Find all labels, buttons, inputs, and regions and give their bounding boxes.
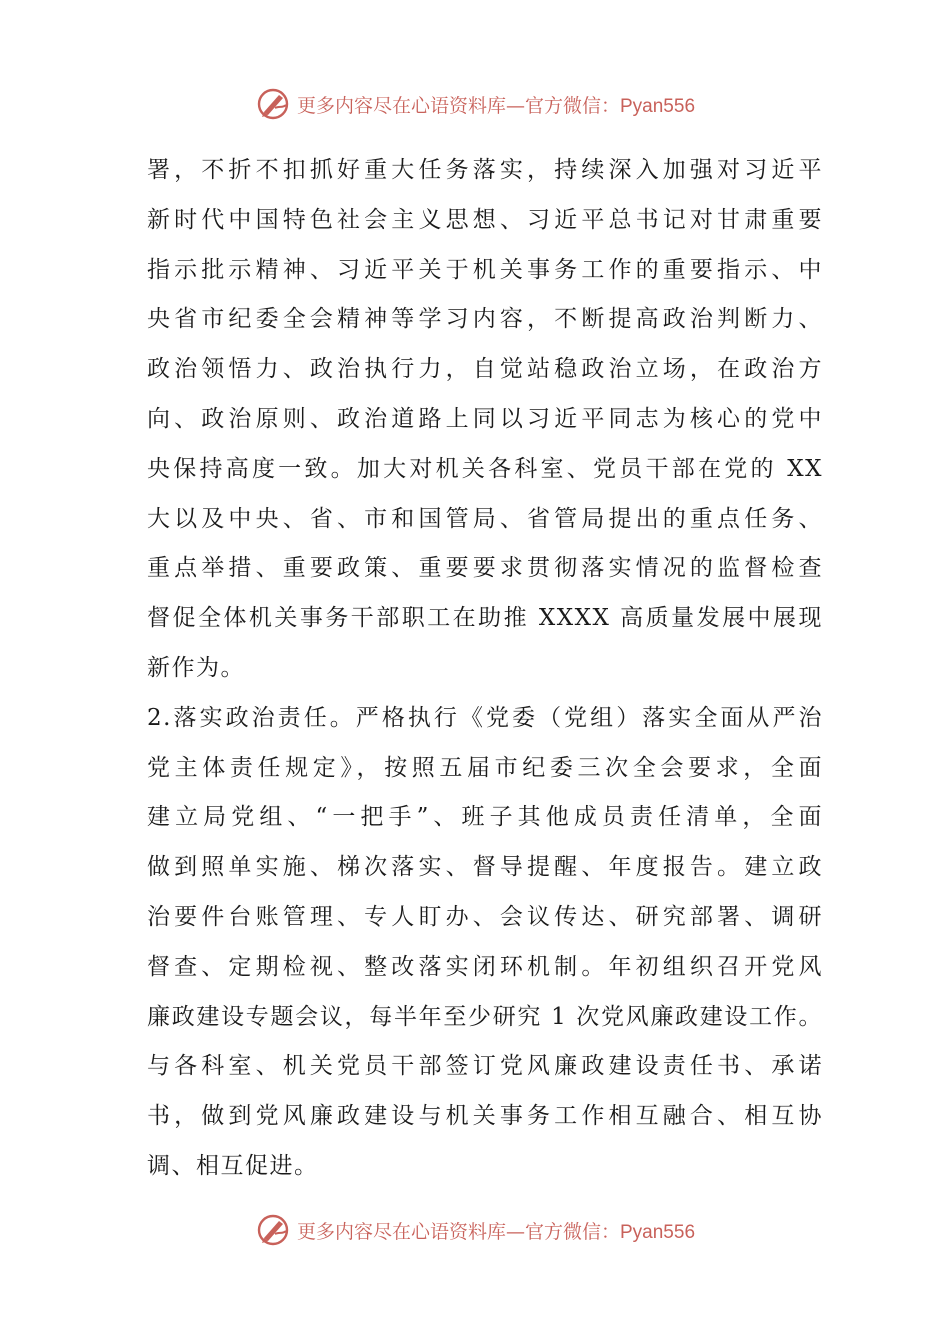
text-line: 指示批示精神、习近平关于机关事务工作的重要指示、中 <box>147 256 823 283</box>
text-line: 做到照单实施、梯次落实、督导提醒、年度报告。建立政 <box>147 854 823 881</box>
text-line: 新时代中国特色社会主义思想、习近平总书记对甘肃重要 <box>147 206 823 233</box>
pen-logo-icon <box>255 86 291 122</box>
text-line: 建立局党组、“一把手”、班子其他成员责任清单，全面 <box>147 804 823 831</box>
text-line: 党主体责任规定》，按照五届市纪委三次全会要求，全面 <box>147 754 823 781</box>
banner-wechat-id: Pyan556 <box>620 1221 696 1243</box>
text-line: 督促全体机关事务干部职工在助推 XXXX 高质量发展中展现 <box>147 605 823 632</box>
pen-logo-icon <box>255 1212 291 1248</box>
text-line: 与各科室、机关党员干部签订党风廉政建设责任书、承诺 <box>147 1053 823 1080</box>
footer-banner <box>0 1208 950 1252</box>
text-line: 督查、定期检视、整改落实闭环机制。年初组织召开党风 <box>147 953 823 980</box>
header-banner <box>0 82 950 126</box>
text-line: 重点举措、重要政策、重要要求贯彻落实情况的监督检查 <box>147 555 823 582</box>
document-body <box>147 146 823 1192</box>
text-line: 2.落实政治责任。严格执行《党委（党组）落实全面从严治 <box>147 704 823 731</box>
text-line: 廉政建设专题会议，每半年至少研究 1 次党风廉政建设工作。 <box>147 1003 823 1030</box>
text-line: 新作为。 <box>147 654 245 681</box>
text-line: 央省市纪委全会精神等学习内容，不断提高政治判断力、 <box>147 306 823 333</box>
text-line: 署，不折不扣抓好重大任务落实，持续深入加强对习近平 <box>147 157 823 183</box>
text-line: 向、政治原则、政治道路上同以习近平同志为核心的党中 <box>147 405 823 432</box>
text-line: 大以及中央、省、市和国管局、省管局提出的重点任务、 <box>147 505 823 532</box>
banner-wechat-id: Pyan556 <box>620 95 696 117</box>
text-line: 央保持高度一致。加大对机关各科室、党员干部在党的 XX <box>147 455 823 482</box>
text-line: 调、相互促进。 <box>147 1152 319 1179</box>
text-line: 治要件台账管理、专人盯办、会议传达、研究部署、调研 <box>147 903 823 930</box>
banner-text: 更多内容尽在心语资料库—官方微信： <box>296 94 620 117</box>
text-line: 书，做到党风廉政建设与机关事务工作相互融合、相互协 <box>147 1103 823 1130</box>
text-line: 政治领悟力、政治执行力，自觉站稳政治立场，在政治方 <box>147 356 823 383</box>
banner-text: 更多内容尽在心语资料库—官方微信： <box>296 1220 620 1243</box>
